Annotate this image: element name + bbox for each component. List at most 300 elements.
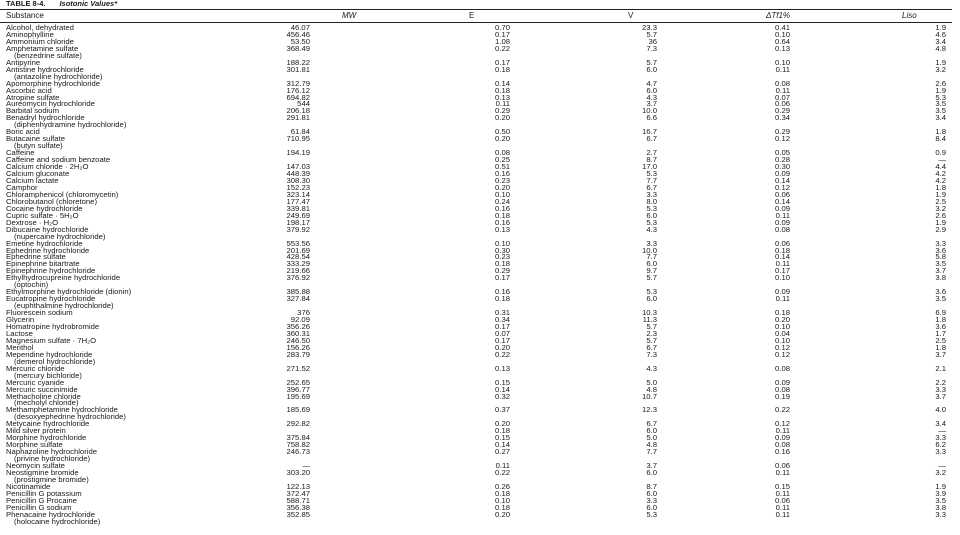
cell-substance: Phenacaine hydrochloride — [6, 509, 95, 519]
cell-liso: 2.2 — [935, 377, 946, 387]
cell-delta-tf: 0.10 — [775, 29, 790, 39]
cell-liso: 3.3 — [935, 447, 946, 457]
cell-delta-tf: 0.13 — [775, 43, 790, 53]
table-row — [0, 135, 960, 142]
header-mw: MW — [342, 11, 357, 20]
table-row — [0, 420, 960, 427]
cell-liso: 3.8 — [935, 502, 946, 512]
cell-mw: 219.66 — [286, 266, 310, 276]
cell-v: 5.7 — [646, 321, 657, 331]
cell-liso: 0.9 — [935, 148, 946, 158]
table-row — [0, 45, 960, 52]
cell-e: 0.24 — [495, 196, 510, 206]
cell-mw: 368.49 — [286, 43, 310, 53]
table-row — [0, 31, 960, 38]
cell-e: 0.32 — [495, 391, 510, 401]
cell-delta-tf: 0.10 — [775, 321, 790, 331]
cell-mw: 694.82 — [286, 92, 310, 102]
cell-mw: 177.47 — [286, 196, 310, 206]
cell-liso: 2.5 — [935, 196, 946, 206]
cell-mw: 710.95 — [286, 134, 310, 144]
table-row — [0, 87, 960, 94]
table-row — [0, 170, 960, 177]
cell-substance: Ethylmorphine hydrochloride (dionin) — [6, 287, 132, 297]
cell-mw: 291.81 — [286, 113, 310, 123]
table-row — [0, 511, 960, 518]
cell-substance: Dibucaine hydrochloride — [6, 224, 89, 234]
cell-delta-tf: 0.15 — [775, 481, 790, 491]
table-row — [0, 365, 960, 372]
cell-e: 0.34 — [495, 315, 510, 325]
cell-e: 0.14 — [495, 440, 510, 450]
cell-substance: Butacaine sulfate — [6, 134, 65, 144]
cell-v: 5.3 — [646, 287, 657, 297]
cell-e: 0.25 — [495, 155, 510, 165]
cell-substance: Menthol — [6, 342, 34, 352]
cell-liso: 4.8 — [935, 43, 946, 53]
cell-substance: Epinephrine bitartrate — [6, 259, 80, 269]
cell-liso: 3.6 — [935, 321, 946, 331]
cell-liso: 6.2 — [935, 440, 946, 450]
table-row — [0, 351, 960, 358]
cell-mw: 46.07 — [290, 23, 310, 32]
cell-liso: 3.2 — [935, 468, 946, 477]
table-row — [0, 302, 960, 309]
cell-mw: 376 — [297, 308, 310, 318]
cell-delta-tf: 0.29 — [775, 127, 790, 137]
cell-mw: 292.82 — [286, 419, 310, 429]
table-row — [0, 163, 960, 170]
table-row — [0, 344, 960, 351]
cell-liso: 3.7 — [935, 391, 946, 401]
cell-delta-tf: 0.08 — [775, 440, 790, 450]
cell-v: 6.0 — [646, 210, 657, 220]
cell-v: 10.0 — [642, 245, 657, 255]
cell-v: 3.7 — [646, 99, 657, 109]
cell-e: 0.18 — [495, 426, 510, 436]
cell-liso: 3.7 — [935, 349, 946, 359]
table-row — [0, 504, 960, 511]
cell-mw: 246.50 — [286, 335, 310, 345]
cell-delta-tf: 0.11 — [775, 85, 790, 95]
cell-substance: Alcohol, dehydrated — [6, 23, 74, 32]
cell-v: 12.3 — [642, 405, 657, 415]
table-row — [0, 267, 960, 274]
cell-liso: 1.9 — [935, 85, 946, 95]
cell-liso: 1.7 — [935, 328, 946, 338]
cell-e: 1.08 — [495, 36, 510, 46]
cell-substance: (butyn sulfate) — [14, 141, 63, 151]
cell-v: 5.3 — [646, 169, 657, 179]
cell-e: 0.17 — [495, 57, 510, 67]
cell-liso: 3.5 — [935, 294, 946, 304]
cell-mw: 360.31 — [286, 328, 310, 338]
cell-substance: Mercuric chloride — [6, 363, 65, 373]
cell-substance: Amphetamine sulfate — [6, 43, 79, 53]
cell-substance: Ephedrine hydrochloride — [6, 245, 90, 255]
cell-e: 0.20 — [495, 113, 510, 123]
cell-delta-tf: 0.10 — [775, 335, 790, 345]
table-row — [0, 274, 960, 281]
cell-delta-tf: 0.11 — [775, 64, 790, 74]
cell-delta-tf: 0.11 — [775, 426, 790, 436]
table-row — [0, 330, 960, 337]
cell-substance: Homatropine hydrobromide — [6, 321, 100, 331]
cell-delta-tf: 0.11 — [775, 210, 790, 220]
cell-substance: (desoxyephedrine hydrochloride) — [14, 412, 126, 422]
table-row — [0, 379, 960, 386]
cell-delta-tf: 0.12 — [775, 342, 790, 352]
cell-delta-tf: 0.09 — [775, 217, 790, 227]
cell-substance: (holocaine hydrochloride) — [14, 516, 101, 526]
table-row — [0, 441, 960, 448]
cell-liso: 1.8 — [935, 342, 946, 352]
table-row — [0, 240, 960, 247]
cell-v: 5.3 — [646, 217, 657, 227]
table-row — [0, 358, 960, 365]
cell-delta-tf: 0.04 — [775, 328, 790, 338]
header-liso: Liso — [902, 11, 917, 20]
cell-v: 6.0 — [646, 294, 657, 304]
cell-delta-tf: 0.08 — [775, 363, 790, 373]
cell-delta-tf: 0.11 — [775, 502, 790, 512]
cell-v: 5.7 — [646, 273, 657, 283]
cell-delta-tf: 0.29 — [775, 106, 790, 116]
cell-mw: 195.69 — [286, 391, 310, 401]
cell-substance: Glycerin — [6, 315, 35, 325]
cell-e: 0.16 — [495, 203, 510, 213]
table-row — [0, 518, 960, 525]
cell-v: 10.0 — [642, 106, 657, 116]
cell-liso: 3.7 — [935, 266, 946, 276]
cell-delta-tf: 0.09 — [775, 433, 790, 443]
cell-mw: 283.79 — [286, 349, 310, 359]
cell-e: 0.11 — [495, 461, 510, 471]
cell-substance: Ammonium chloride — [6, 36, 74, 46]
cell-liso: 3.6 — [935, 287, 946, 297]
table-row — [0, 191, 960, 198]
cell-substance: Barbital sodium — [6, 106, 59, 116]
cell-v: 11.3 — [642, 315, 657, 325]
cell-e: 0.50 — [495, 127, 510, 137]
cell-delta-tf: 0.22 — [775, 405, 790, 415]
cell-e: 0.17 — [495, 335, 510, 345]
cell-v: 7.7 — [646, 175, 657, 185]
table-row — [0, 413, 960, 420]
cell-delta-tf: 0.11 — [775, 488, 790, 498]
cell-e: 0.10 — [495, 189, 510, 199]
cell-substance: Eucatropine hydrochloride — [6, 294, 96, 304]
cell-mw: 194.19 — [286, 148, 310, 158]
table-row — [0, 184, 960, 191]
cell-delta-tf: 0.09 — [775, 377, 790, 387]
cell-substance: Calcium gluconate — [6, 169, 70, 179]
cell-liso: 4.0 — [935, 405, 946, 415]
cell-e: 0.70 — [495, 23, 510, 32]
table-row — [0, 253, 960, 260]
cell-substance: Naphazoline hydrochloride — [6, 447, 98, 457]
table-row — [0, 483, 960, 490]
cell-substance: (mecholyl chloride) — [14, 398, 79, 408]
cell-liso: 3.4 — [935, 36, 946, 46]
cell-mw: 356.38 — [286, 502, 310, 512]
cell-liso: 2.6 — [935, 210, 946, 220]
cell-mw: 372.47 — [286, 488, 310, 498]
cell-e: 0.18 — [495, 488, 510, 498]
cell-delta-tf: 0.08 — [775, 384, 790, 394]
cell-mw: 312.79 — [286, 78, 310, 88]
cell-v: 3.3 — [646, 495, 657, 505]
cell-substance: Ethylhydrocupreine hydrochloride — [6, 273, 121, 283]
cell-mw: 333.29 — [286, 259, 310, 269]
cell-v: 7.7 — [646, 252, 657, 262]
table-row — [0, 399, 960, 406]
table-row — [0, 316, 960, 323]
cell-v: 36 — [648, 36, 657, 46]
cell-substance: Mercuric succinimide — [6, 384, 78, 394]
cell-liso: 1.8 — [935, 182, 946, 192]
cell-v: 8.7 — [646, 155, 657, 165]
cell-v: 4.3 — [646, 363, 657, 373]
cell-substance: Mercuric cyanide — [6, 377, 65, 387]
cell-mw: 356.26 — [286, 321, 310, 331]
cell-substance: Benadryl hydrochloride — [6, 113, 85, 123]
cell-substance: (benzedrine sulfate) — [14, 50, 82, 60]
cell-substance: (privine hydrochloride) — [14, 454, 91, 464]
cell-v: 6.0 — [646, 488, 657, 498]
cell-e: 0.29 — [495, 266, 510, 276]
cell-v: 6.7 — [646, 182, 657, 192]
cell-liso: 3.3 — [935, 433, 946, 443]
cell-mw: 246.73 — [286, 447, 310, 457]
cell-mw: 352.85 — [286, 509, 310, 519]
cell-substance: Neomycin sulfate — [6, 461, 65, 471]
cell-delta-tf: 0.28 — [775, 155, 790, 165]
table-title — [6, 0, 117, 8]
cell-delta-tf: 0.34 — [775, 113, 790, 123]
table-number: TABLE 8-4. — [6, 0, 46, 8]
cell-substance: Cupric sulfate · 5H₂O — [6, 210, 79, 220]
cell-substance: (nupercaine hydrochloride) — [14, 231, 106, 241]
cell-v: 5.7 — [646, 29, 657, 39]
cell-e: 0.20 — [495, 182, 510, 192]
cell-mw: 147.03 — [286, 162, 310, 172]
cell-delta-tf: 0.07 — [775, 92, 790, 102]
cell-v: 8.0 — [646, 196, 657, 206]
cell-substance: (antazoline hydrochloride) — [14, 71, 103, 81]
cell-mw: 185.69 — [286, 405, 310, 415]
cell-e: 0.16 — [495, 217, 510, 227]
cell-v: 4.7 — [646, 78, 657, 88]
table-row — [0, 226, 960, 233]
table-row — [0, 448, 960, 455]
cell-delta-tf: 0.18 — [775, 245, 790, 255]
cell-liso: 4.4 — [935, 162, 946, 172]
cell-delta-tf: 0.16 — [775, 447, 790, 457]
cell-v: 5.7 — [646, 335, 657, 345]
cell-mw: 92.09 — [290, 315, 310, 325]
table-row — [0, 490, 960, 497]
cell-substance: Penicillin G sodium — [6, 502, 72, 512]
cell-mw: 553.56 — [286, 238, 310, 248]
cell-delta-tf: 0.14 — [775, 252, 790, 262]
cell-e: 0.16 — [495, 287, 510, 297]
cell-mw: 206.18 — [286, 106, 310, 116]
table-row — [0, 393, 960, 400]
table-row — [0, 233, 960, 240]
cell-mw: 303.20 — [286, 468, 310, 477]
cell-delta-tf: 0.06 — [775, 99, 790, 109]
cell-substance: Magnesium sulfate · 7H₂O — [6, 335, 97, 345]
table-row — [0, 177, 960, 184]
header-e: E — [469, 11, 475, 20]
cell-liso: 2.1 — [935, 363, 946, 373]
cell-delta-tf: 0.20 — [775, 315, 790, 325]
top-rule — [0, 9, 952, 10]
cell-e: 0.17 — [495, 29, 510, 39]
table-row — [0, 198, 960, 205]
cell-delta-tf: 0.12 — [775, 182, 790, 192]
cell-substance: Meperidine hydrochloride — [6, 349, 93, 359]
cell-e: 0.17 — [495, 321, 510, 331]
cell-substance: Neostigmine bromide — [6, 468, 79, 477]
cell-mw: 176.12 — [286, 85, 310, 95]
header-v: V — [628, 11, 634, 20]
cell-mw: 198.17 — [286, 217, 310, 227]
cell-substance: Methacholine chloride — [6, 391, 81, 401]
cell-liso: 8.4 — [935, 134, 946, 144]
cell-substance: Chloramphenicol (chloromycetin) — [6, 189, 119, 199]
cell-e: 0.15 — [495, 377, 510, 387]
table-row — [0, 156, 960, 163]
cell-v: 3.7 — [646, 461, 657, 471]
cell-v: 6.7 — [646, 134, 657, 144]
cell-liso: 2.5 — [935, 335, 946, 345]
cell-mw: 327.84 — [286, 294, 310, 304]
cell-liso: 3.5 — [935, 99, 946, 109]
cell-substance: Antipyrine — [6, 57, 41, 67]
cell-substance: Boric acid — [6, 127, 40, 137]
cell-mw: 588.71 — [286, 495, 310, 505]
cell-liso: 1.9 — [935, 189, 946, 199]
cell-v: 6.0 — [646, 64, 657, 74]
table-row — [0, 372, 960, 379]
cell-liso: 3.8 — [935, 273, 946, 283]
table-row — [0, 476, 960, 483]
cell-delta-tf: 0.06 — [775, 461, 790, 471]
cell-mw: 758.82 — [286, 440, 310, 450]
cell-liso: 4.6 — [935, 29, 946, 39]
table-row — [0, 24, 960, 31]
cell-mw: 448.39 — [286, 169, 310, 179]
cell-v: 6.0 — [646, 502, 657, 512]
cell-delta-tf: 0.08 — [775, 78, 790, 88]
cell-substance: Morphine sulfate — [6, 440, 63, 450]
cell-v: 9.7 — [646, 266, 657, 276]
table-row — [0, 73, 960, 80]
table-row — [0, 469, 960, 476]
cell-e: 0.13 — [495, 224, 510, 234]
cell-liso: — — [938, 155, 946, 165]
cell-substance: Dextrose · H₂O — [6, 217, 59, 227]
cell-mw: 428.54 — [286, 252, 310, 262]
cell-liso: 1.9 — [935, 217, 946, 227]
cell-mw: 301.81 — [286, 64, 310, 74]
cell-delta-tf: 0.12 — [775, 419, 790, 429]
table-row — [0, 212, 960, 219]
cell-liso: 3.4 — [935, 419, 946, 429]
cell-mw: 249.69 — [286, 210, 310, 220]
cell-substance: Antistine hydrochloride — [6, 64, 84, 74]
cell-e: 0.07 — [495, 328, 510, 338]
cell-delta-tf: 0.64 — [775, 36, 790, 46]
table-row — [0, 295, 960, 302]
cell-mw: 339.81 — [286, 203, 310, 213]
cell-substance: (mercury bichloride) — [14, 370, 82, 380]
table-row — [0, 66, 960, 73]
cell-delta-tf: 0.06 — [775, 189, 790, 199]
cell-e: 0.51 — [495, 162, 510, 172]
cell-mw: 122.13 — [286, 481, 310, 491]
table-row — [0, 337, 960, 344]
cell-liso: 3.2 — [935, 64, 946, 74]
table-row — [0, 219, 960, 226]
cell-mw: 61.84 — [290, 127, 310, 137]
table-row — [0, 107, 960, 114]
cell-e: 0.31 — [495, 308, 510, 318]
cell-liso: — — [938, 461, 946, 471]
cell-v: 6.0 — [646, 85, 657, 95]
cell-v: 4.3 — [646, 92, 657, 102]
cell-delta-tf: 0.08 — [775, 224, 790, 234]
cell-e: 0.13 — [495, 92, 510, 102]
cell-v: 3.3 — [646, 189, 657, 199]
cell-v: 4.8 — [646, 440, 657, 450]
cell-liso: 3.6 — [935, 245, 946, 255]
cell-liso: 1.9 — [935, 57, 946, 67]
table-row — [0, 260, 960, 267]
cell-liso: 3.9 — [935, 488, 946, 498]
table-row — [0, 462, 960, 469]
cell-substance: Mild silver protein — [6, 426, 66, 436]
cell-v: 8.7 — [646, 481, 657, 491]
cell-substance: Caffeine and sodium benzoate — [6, 155, 111, 165]
table-row — [0, 309, 960, 316]
cell-delta-tf: 0.06 — [775, 495, 790, 505]
cell-delta-tf: 0.09 — [775, 287, 790, 297]
table-row — [0, 288, 960, 295]
cell-substance: Epinephrine hydrochloride — [6, 266, 96, 276]
cell-v: 6.7 — [646, 419, 657, 429]
cell-mw: 375.84 — [286, 433, 310, 443]
cell-v: 7.7 — [646, 447, 657, 457]
cell-substance: Ephedrine sulfate — [6, 252, 66, 262]
cell-liso: 2.6 — [935, 78, 946, 88]
cell-substance: Emetine hydrochloride — [6, 238, 83, 248]
cell-substance: Calcium chloride · 2H₂O — [6, 162, 89, 172]
cell-delta-tf: 0.14 — [775, 196, 790, 206]
cell-e: 0.20 — [495, 509, 510, 519]
cell-liso: 1.9 — [935, 481, 946, 491]
cell-substance: (optochin) — [14, 280, 49, 290]
cell-e: 0.29 — [495, 106, 510, 116]
cell-mw: 201.69 — [286, 245, 310, 255]
cell-substance: Calcium lactate — [6, 175, 59, 185]
cell-delta-tf: 0.12 — [775, 349, 790, 359]
table-row — [0, 80, 960, 87]
cell-mw: — — [302, 461, 310, 471]
table-row — [0, 52, 960, 59]
